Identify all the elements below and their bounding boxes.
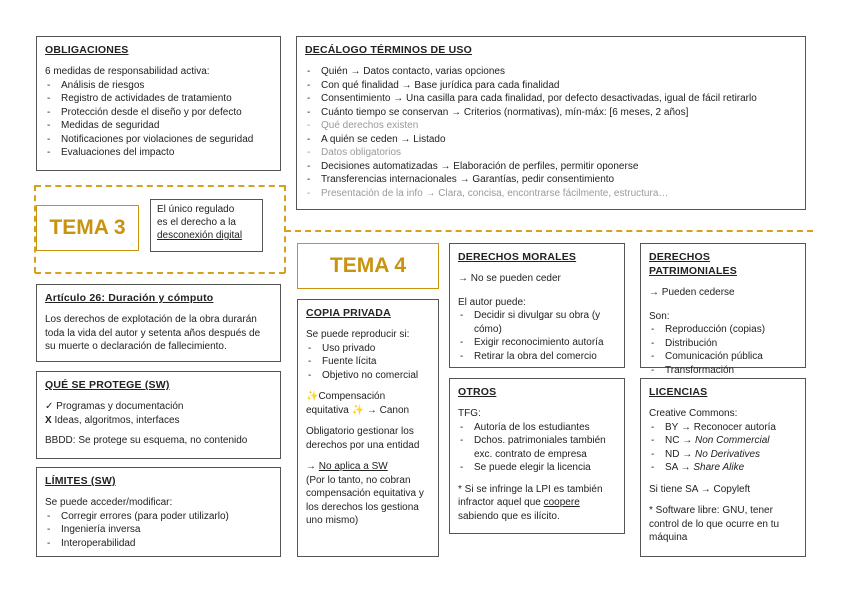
list-item: - Evaluaciones del impacto [45, 146, 272, 160]
separator-line-right [285, 230, 813, 232]
list-item [649, 421, 797, 435]
separator-line-mid [284, 185, 286, 273]
list-item: - Quién → Datos contacto, varias opciones [305, 65, 797, 79]
copia-no-aplica [306, 460, 430, 474]
protege-no-row [45, 414, 272, 428]
list-item: - Retirar la obra del comercio [458, 350, 616, 364]
list-item: - A quién se ceden → Listado [305, 133, 797, 147]
licencias-card [640, 378, 806, 557]
copia-compensacion [306, 390, 430, 417]
list-item: - Comunicación pública [649, 350, 797, 364]
list-item: - Se puede elegir la licencia [458, 461, 616, 475]
list-item: - Interoperabilidad [45, 537, 272, 551]
morales-intro: El autor puede: [458, 296, 526, 308]
tema3-text: TEMA 3 [49, 215, 126, 239]
copia-intro: Se puede reproducir si: [306, 329, 410, 341]
list-item: - Presentación de la info → Clara, concisa, encontrarse fácilmente, estructura… [305, 187, 797, 201]
separator-line-bottom [35, 272, 285, 274]
otros-list [458, 421, 616, 475]
patrimoniales-list [649, 323, 797, 377]
licencias-list [649, 421, 797, 475]
list-item: - Transformación [649, 364, 797, 378]
list-item: - Con qué finalidad → Base jurídica para cada finalidad [305, 79, 797, 93]
license-desc: No Derivatives [695, 448, 761, 460]
list-item: - Cuánto tiempo se conservan → Criterios (normativas), mín-máx: [6 meses, 2 años] [305, 106, 797, 120]
licencias-title: LICENCIAS [649, 386, 708, 398]
list-item: - Dchos. patrimoniales también exc. contrato de empresa [458, 434, 616, 461]
tema3-note-link: desconexión digital [157, 230, 243, 241]
list-item: - Autoría de los estudiantes [458, 421, 616, 435]
license-code: NC → [665, 435, 693, 447]
limites-list [45, 510, 272, 551]
patrimoniales-card [640, 243, 806, 376]
decalogo-card [296, 36, 806, 210]
list-item [649, 448, 797, 462]
list-item: - Fuente lícita [306, 355, 430, 369]
sparkle-icon: ✨ [351, 404, 365, 416]
compensacion-text: Compensación [318, 391, 386, 403]
list-item: - Qué derechos existen [305, 119, 797, 133]
protege-title: QUÉ SE PROTEGE (SW) [45, 379, 170, 391]
morales-card [449, 243, 625, 368]
protege-yes-row [45, 400, 272, 414]
list-item: - Reproducción (copias) [649, 323, 797, 337]
obligaciones-intro: 6 medidas de responsabilidad activa: [45, 66, 210, 78]
no-aplica-text: No aplica a SW [318, 461, 388, 473]
otros-note-end: sabiendo que es ilícito. [458, 510, 560, 522]
copia-title: COPIA PRIVADA [306, 307, 391, 319]
tema3-note-line2: es el derecho a la [157, 217, 236, 228]
list-item: - Objetivo no comercial [306, 369, 430, 383]
license-desc: Share Alike [693, 462, 745, 474]
list-item: - Notificaciones por violaciones de seguridad [45, 133, 272, 147]
otros-title: OTROS [458, 386, 497, 398]
tema3-note [150, 199, 263, 252]
cross-icon: X [45, 414, 52, 426]
articulo26-title: Artículo 26: Duración y cómputo [45, 292, 214, 304]
licencias-intro: Creative Commons: [649, 408, 738, 420]
morales-cede: → No se pueden ceder [458, 273, 561, 285]
list-item: - Consentimiento → Una casilla para cada finalidad, por defecto desactivadas, igual de fácil retirarlo [305, 92, 797, 106]
licencias-copyleft: Si tiene SA → Copyleft [649, 483, 751, 495]
list-item: - Uso privado [306, 342, 430, 356]
decalogo-title: DECÁLOGO TÉRMINOS DE USO [305, 44, 472, 56]
arrow-icon: → [306, 461, 316, 473]
licencias-libre: * Software libre: GNU, tener control de lo que ocurre en tu máquina [649, 505, 780, 544]
tema3-label [36, 205, 139, 251]
obligaciones-card [36, 36, 281, 171]
list-item: - Registro de actividades de tratamiento [45, 92, 272, 106]
license-code: BY → [665, 421, 691, 433]
patrimoniales-intro: Son: [649, 310, 670, 322]
protege-bbdd: BBDD: Se protege su esquema, no contenido [45, 435, 248, 447]
limites-intro: Se puede acceder/modificar: [45, 497, 173, 509]
morales-list [458, 309, 616, 363]
obligaciones-list [45, 79, 272, 160]
tema4-label [297, 243, 439, 289]
otros-note-text: * Si se infringe la LPI es también infractor aquel que [458, 483, 603, 509]
list-item: - Medidas de seguridad [45, 119, 272, 133]
copia-privada-card [297, 299, 439, 557]
sparkle-icon: ✨ [306, 391, 319, 403]
protege-no-text: Ideas, algoritmos, interfaces [54, 414, 180, 426]
limites-card [36, 467, 281, 557]
equitativa-text: equitativa [306, 404, 349, 416]
list-item: - Decisiones automatizadas → Elaboración de perfiles, permitir oponerse [305, 160, 797, 174]
list-item [649, 434, 797, 448]
tema4-text: TEMA 4 [329, 253, 407, 277]
license-code: SA → [665, 462, 691, 474]
license-desc: Reconocer autoría [693, 421, 776, 433]
list-item: - Ingeniería inversa [45, 523, 272, 537]
copia-obligatorio: Obligatorio gestionar los derechos por una entidad [306, 426, 420, 451]
tema3-note-line1: El único regulado [157, 204, 235, 215]
patrimoniales-cede: → Pueden cederse [649, 287, 735, 299]
license-code: ND → [665, 448, 693, 460]
otros-note [458, 483, 616, 524]
list-item: - Análisis de riesgos [45, 79, 272, 93]
otros-note-link: coopere [543, 497, 580, 509]
list-item: - Datos obligatorios [305, 146, 797, 160]
protege-yes-text: Programas y documentación [56, 401, 184, 413]
license-desc: Non Commercial [695, 435, 770, 447]
articulo26-card [36, 284, 281, 362]
list-item: - Distribución [649, 337, 797, 351]
obligaciones-title: OBLIGACIONES [45, 44, 129, 56]
otros-card [449, 378, 625, 534]
list-item: - Exigir reconocimiento autoría [458, 336, 616, 350]
patrimoniales-title: DERECHOS PATRIMONIALES [649, 251, 737, 278]
list-item: - Protección desde el diseño y por defecto [45, 106, 272, 120]
copia-list [306, 342, 430, 383]
check-icon: ✓ [45, 401, 54, 413]
morales-title: DERECHOS MORALES [458, 251, 577, 263]
list-item: - Transferencias internacionales → Garantías, pedir consentimiento [305, 173, 797, 187]
articulo26-body: Los derechos de explotación de la obra durarán toda la vida del autor y setenta años después de su muerte o declaración de fallecimiento. [45, 314, 261, 353]
limites-title: LÍMITES (SW) [45, 475, 116, 487]
list-item: - Corregir errores (para poder utilizarlo) [45, 510, 272, 524]
protege-card [36, 371, 281, 459]
copia-note: (Por lo tanto, no cobran compensación equitativa y los derechos los gestiona uno mismo) [306, 474, 424, 527]
canon-text: → Canon [366, 404, 410, 416]
decalogo-list [305, 65, 797, 200]
list-item [649, 461, 797, 475]
list-item: - Decidir si divulgar su obra (y cómo) [458, 309, 616, 336]
otros-intro: TFG: [458, 408, 481, 420]
separator-line-top [35, 185, 285, 187]
